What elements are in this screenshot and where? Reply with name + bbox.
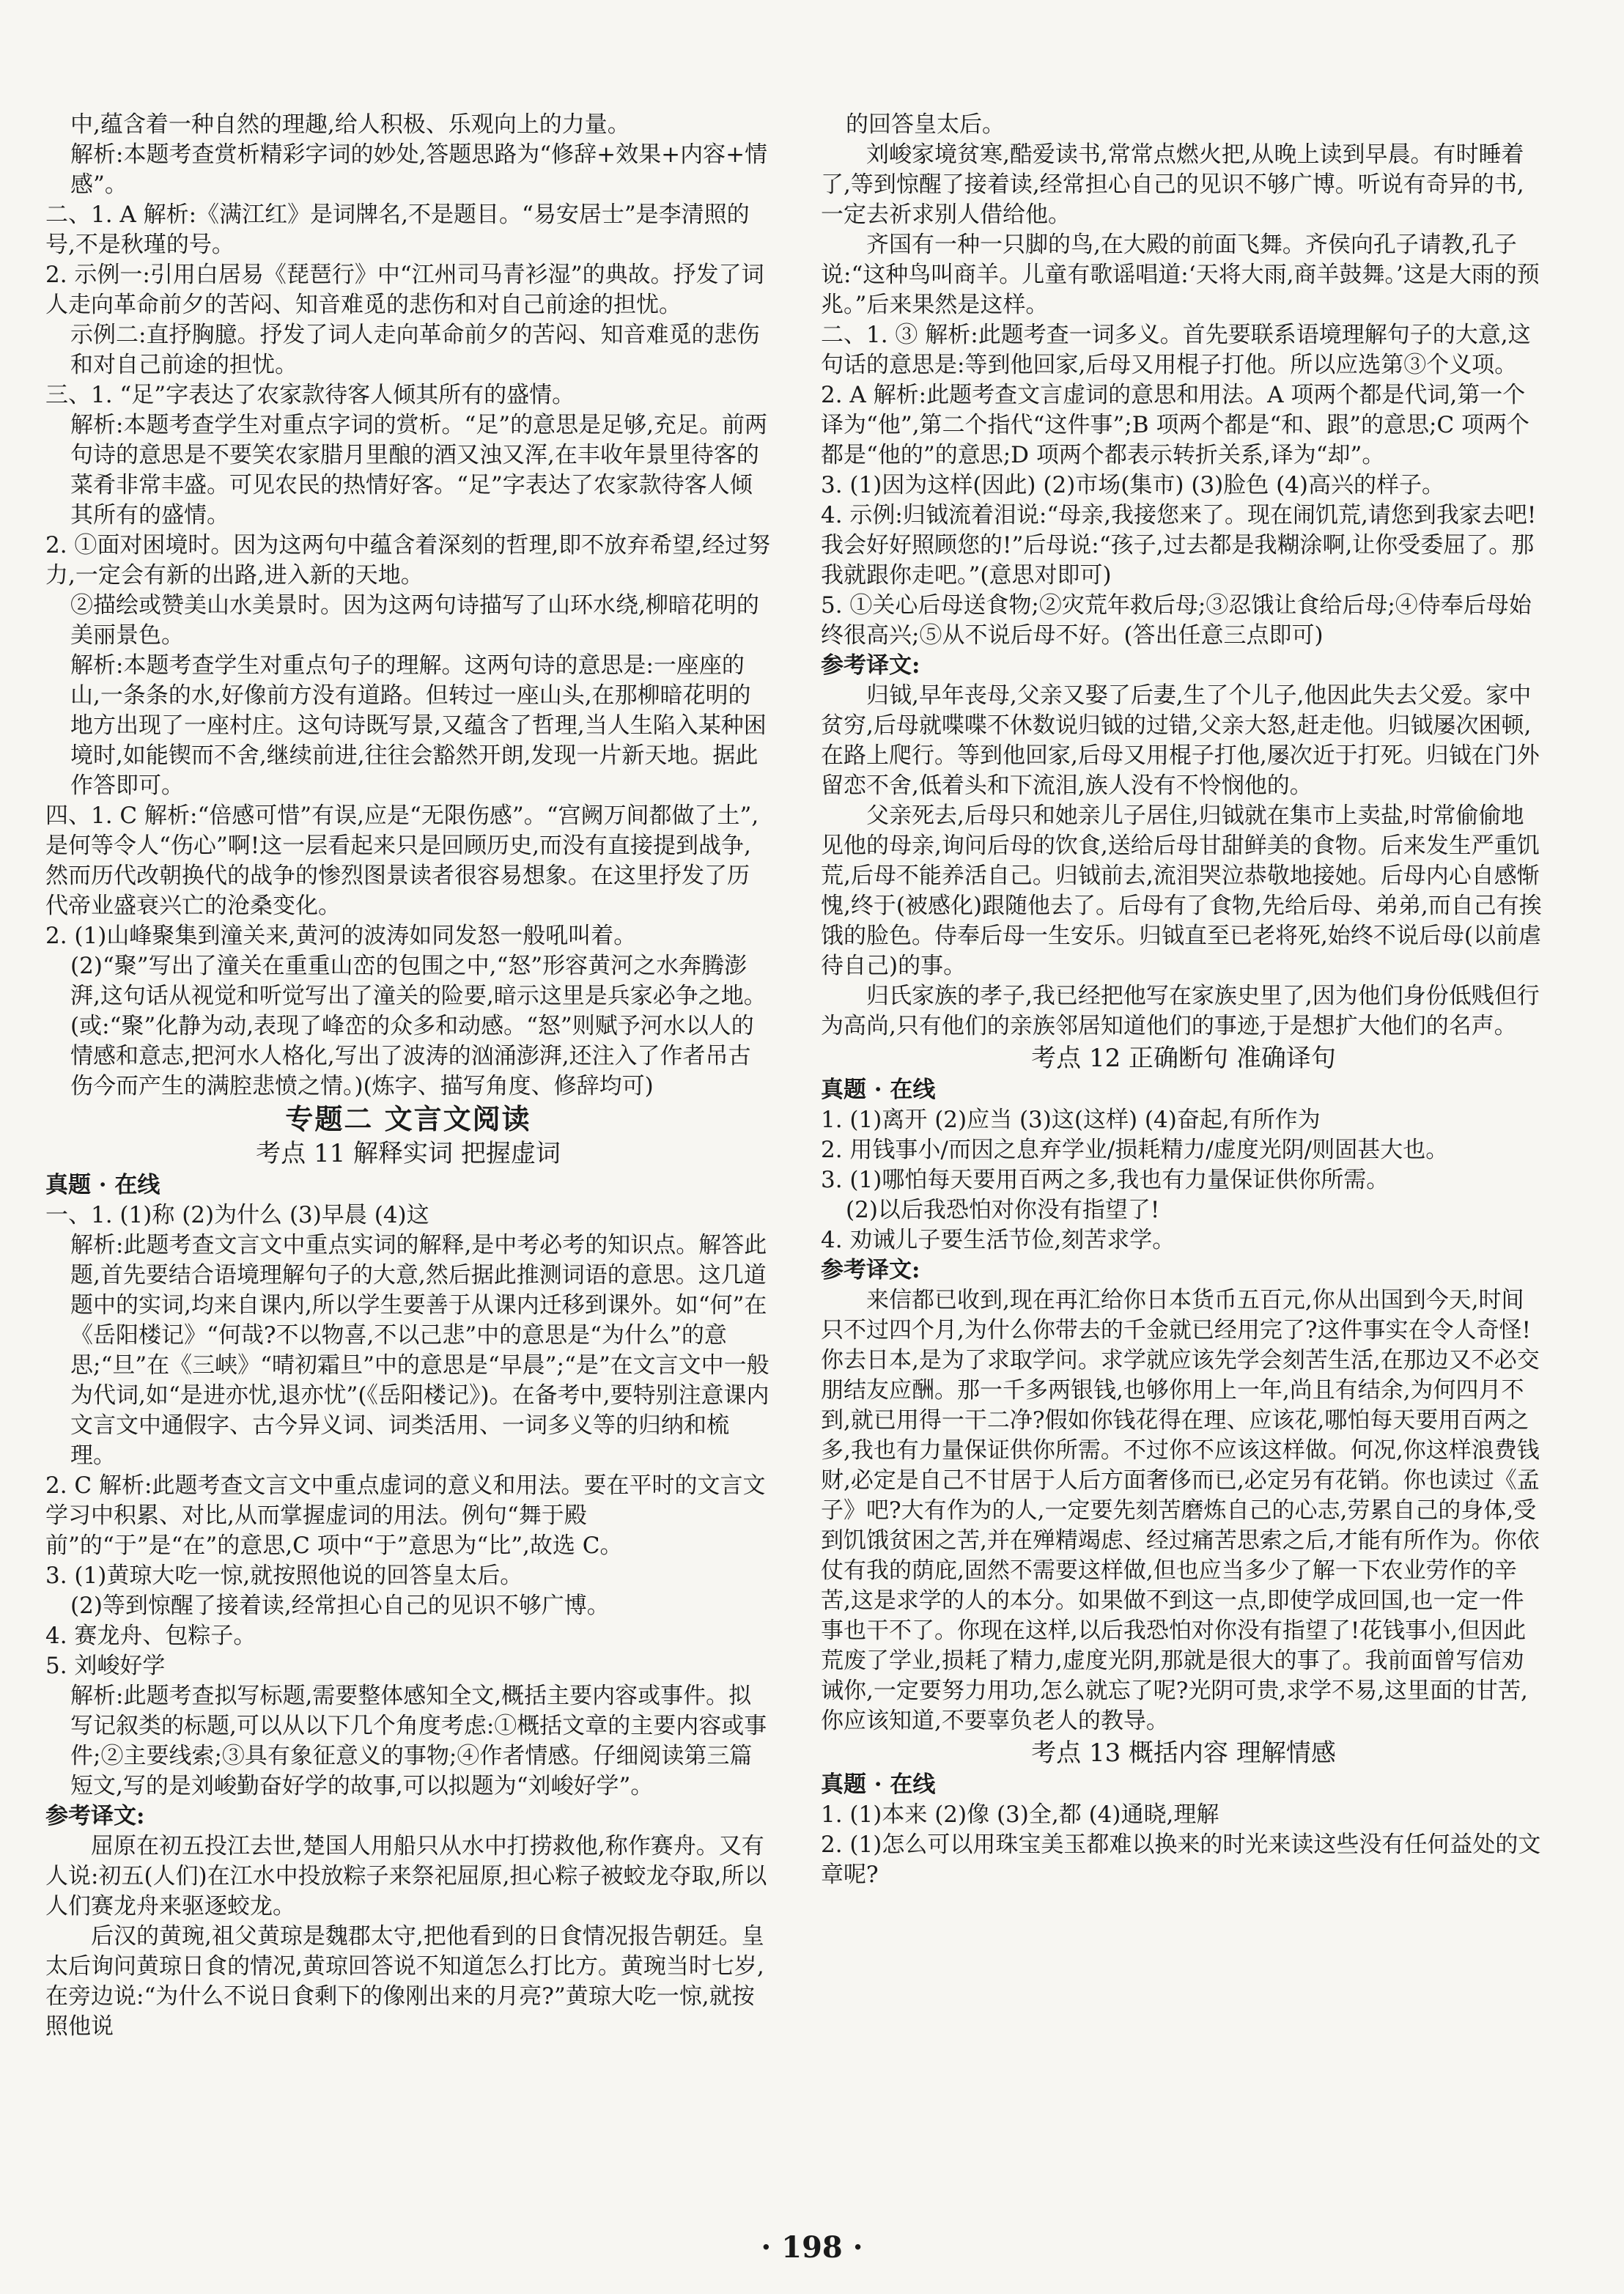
topic-heading: 考点 11 解释实词 把握虚词 — [256, 1139, 561, 1168]
sub-heading: 真题 · 在线 — [821, 1077, 936, 1103]
topic-heading: 考点 12 正确断句 准确译句 — [1031, 1044, 1336, 1073]
answer-explanation: 解析:本题考查赏析精彩字词的妙处,答题思路为“修辞+效果+内容+情感”。 — [70, 141, 768, 198]
answer-explanation: 解析:此题考查拟写标题,需要整体感知全文,概括主要内容或事件。拟写记叙类的标题,可以从以下几个角度考虑:①概括文章的主要内容或事件;②主要线索;③具有象征意义的事物;④作者情感。仔细阅读第三篇短文,写的是刘峻勤奋好学的故事,可以拟题为“刘峻好学”。 — [70, 1683, 767, 1799]
answer-line: 3. (1)因为这样(因此) (2)市场(集市) (3)脸色 (4)高兴的样子。 — [821, 472, 1445, 498]
answer-explanation: 中,蕴含着一种自然的理趣,给人积极、乐观向上的力量。 — [70, 111, 630, 138]
answer-line: 2. (1)怎么可以用珠宝美玉都难以换来的时光来读这些没有任何益处的文章呢? — [821, 1832, 1541, 1888]
sub-heading: 真题 · 在线 — [45, 1172, 160, 1198]
question-group-answer: 二、1. ③ 解析:此题考查一词多义。首先要联系语境理解句子的大意,这句话的意思是:等到他回家,后母又用棍子打他。所以应选第③个义项。 — [821, 322, 1531, 378]
answer-line: 2. A 解析:此题考查文言虚词的意思和用法。A 项两个都是代词,第一个译为“他”,第二个指代“这件事”;B 项两个都是“和、跟”的意思;C 项两个都是“他的”的意思;D 项两个都表示转折关系,译为“却”。 — [821, 382, 1530, 468]
translation-paragraph: 父亲死去,后母只和她亲儿子居住,归钺就在集市上卖盐,时常偷偷地见他的母亲,询问后母的饮食,送给后母甘甜鲜美的食物。后来发生严重饥荒,后母不能养活自己。归钺前去,流泪哭泣恭敬地接她。后母内心自感惭愧,终于(被感化)跟随他去了。后母有了食物,先给后母、弟弟,而自己有挨饿的脸色。侍奉后母一生安乐。归钺直至已老将死,始终不说后母(以前虐待自己)的事。 — [821, 803, 1542, 979]
answer-line: 2. ①面对困境时。因为这两句中蕴含着深刻的哲理,即不放弃希望,经过努力,一定会有新的出路,进入新的天地。 — [45, 532, 771, 589]
answer-explanation: 解析:本题考查学生对重点字词的赏析。“足”的意思是足够,充足。前两句诗的意思是不要笑农家腊月里酿的酒又浊又浑,在丰收年景里待客的菜肴非常丰盛。可见农民的热情好客。“足”字表达了农家款待客人倾其所有的盛情。 — [70, 412, 767, 528]
question-group-answer: 四、1. C 解析:“倍感可惜”有误,应是“无限伤感”。“宫阙万间都做了土”,是何等令人“伤心”啊!这一层看起来只是回顾历史,而没有直接提到战争,然而历代改朝换代的战争的惨烈图景读者很容易想象。在这里抒发了历代帝业盛衰兴亡的沧桑变化。 — [45, 803, 759, 919]
answer-explanation: 解析:本题考查学生对重点句子的理解。这两句诗的意思是:一座座的山,一条条的水,好像前方没有道路。但转过一座山头,在那柳暗花明的地方出现了一座村庄。这句诗既写景,又蕴含了哲理,当人生陷入某种困境时,如能锲而不舍,继续前进,往往会豁然开朗,发现一片新天地。据此作答即可。 — [70, 652, 767, 799]
answer-explanation: (2)“聚”写出了潼关在重重山峦的包围之中,“怒”形容黄河之水奔腾澎湃,这句话从视觉和听觉写出了潼关的险要,暗示这里是兵家必争之地。(或:“聚”化静为动,表现了峰峦的众多和动感。“怒”则赋予河水以人的情感和意志,把河水人格化,写出了波涛的汹涌澎湃,还注入了作者吊古伤今而产生的满腔悲愤之情。)(炼字、描写角度、修辞均可) — [70, 953, 767, 1099]
answer-line: 2. (1)山峰聚集到潼关来,黄河的波涛如同发怒一般吼叫着。 — [45, 923, 637, 949]
right-column — [821, 110, 1546, 1890]
answer-line: 1. (1)本来 (2)像 (3)全,都 (4)通晓,理解 — [821, 1801, 1219, 1828]
answer-line: 1. (1)离开 (2)应当 (3)这(这样) (4)奋起,有所作为 — [821, 1107, 1321, 1133]
answer-line: 4. 赛龙舟、包粽子。 — [45, 1623, 256, 1649]
question-group-answer: 二、1. A 解析:《满江红》是词牌名,不是题目。“易安居士”是李清照的号,不是秋瑾的号。 — [45, 202, 750, 258]
answer-explanation: ②描绘或赞美山水美景时。因为这两句诗描写了山环水绕,柳暗花明的美丽景色。 — [70, 592, 759, 649]
page-number: · 198 · — [761, 2230, 863, 2265]
answer-line: 2. 用钱事小/而因之息弃学业/损耗精力/虚度光阴/则固甚大也。 — [821, 1137, 1449, 1163]
sub-heading: 参考译文: — [821, 652, 920, 679]
answer-explanation: 示例二:直抒胸臆。抒发了词人走向革命前夕的苦闷、知音难觅的悲伤和对自己前途的担忧。 — [70, 322, 760, 378]
topic-heading: 考点 13 概括内容 理解情感 — [1031, 1738, 1336, 1768]
answer-line: 5. 刘峻好学 — [45, 1653, 166, 1679]
translation-paragraph: 归氏家族的孝子,我已经把他写在家族史里了,因为他们身份低贱但行为高尚,只有他们的亲族邻居知道他们的事迹,于是想扩大他们的名声。 — [821, 983, 1540, 1039]
answer-explanation: (2)等到惊醒了接着读,经常担心自己的见识不够广博。 — [70, 1593, 610, 1619]
answer-line: 5. ①关心后母送食物;②灾荒年救后母;③忍饿让食给后母;④侍奉后母始终很高兴;⑤从不说后母不好。(答出任意三点即可) — [821, 592, 1532, 649]
section-title: 专题二 文言文阅读 — [285, 1102, 531, 1135]
question-group-answer: 三、1. “足”字表达了农家款待客人倾其所有的盛情。 — [45, 382, 575, 408]
answer-explanation: 的回答皇太后。 — [846, 111, 1005, 138]
translation-paragraph: 来信都已收到,现在再汇给你日本货币五百元,你从出国到今天,时间只不过四个月,为什么你带去的千金就已经用完了?这件事实在令人奇怪!你去日本,是为了求取学问。求学就应该先学会刻苦生活,在那边又不必交朋结友应酬。那一千多两银钱,也够你用上一年,尚且有结余,为何四月不到,就已用得一干二净?假如你钱花得在理、应该花,哪怕每天要用百两之多,我也有力量保证供你所需。不过你不应该这样做。何况,你这样浪费钱财,必定是自己不甘居于人后方面奢侈而已,必定另有花销。你也读过《孟子》吧?大有作为的人,一定要先刻苦磨炼自己的心志,劳累自己的身体,受到饥饿贫困之苦,并在殚精竭虑、经过痛苦思索之后,才能有所作为。你依仗有我的荫庇,固然不需要这样做,但也应当多少了解一下农业劳作的辛苦,这是求学的人的本分。如果做不到这一点,即使学成回国,也一定一件事也干不了。你现在这样,以后我恐怕对你没有指望了!花钱事小,但因此荒废了学业,损耗了精力,虚度光阴,那就是很大的事了。我前面曾写信劝诫你,一定要努力用功,怎么就忘了呢?光阴可贵,求学不易,这里面的甘苦,你应该知道,不要辜负老人的教导。 — [821, 1287, 1540, 1734]
sub-heading: 参考译文: — [821, 1257, 920, 1283]
answer-explanation: (2)以后我恐怕对你没有指望了! — [846, 1197, 1160, 1223]
translation-paragraph: 后汉的黄琬,祖父黄琼是魏郡太守,把他看到的日食情况报告朝廷。皇太后询问黄琼日食的情况,黄琼回答说不知道怎么打比方。黄琬当时七岁,在旁边说:“为什么不说日食剩下的像刚出来的月亮?”黄琼大吃一惊,就按照他说 — [45, 1923, 764, 2040]
answer-line: 3. (1)哪怕每天要用百两之多,我也有力量保证供你所需。 — [821, 1167, 1389, 1193]
translation-paragraph: 屈原在初五投江去世,楚国人用船只从水中打捞救他,称作赛舟。又有人说:初五(人们)在江水中投放粽子来祭祀屈原,担心粽子被蛟龙夺取,所以人们赛龙舟来驱逐蛟龙。 — [45, 1833, 767, 1919]
answer-line: 2. 示例一:引用白居易《琵琶行》中“江州司马青衫湿”的典故。抒发了词人走向革命前夕的苦闷、知音难觅的悲伤和对自己前途的担忧。 — [45, 262, 764, 318]
answer-line: 3. (1)黄琼大吃一惊,就按照他说的回答皇太后。 — [45, 1563, 523, 1589]
question-group-answer: 一、1. (1)称 (2)为什么 (3)早晨 (4)这 — [45, 1202, 429, 1228]
sub-heading: 真题 · 在线 — [821, 1771, 936, 1798]
answer-line: 4. 劝诫儿子要生活节俭,刻苦求学。 — [821, 1227, 1175, 1253]
translation-paragraph: 刘峻家境贫寒,酷爱读书,常常点燃火把,从晚上读到早晨。有时睡着了,等到惊醒了接着读,经常担心自己的见识不够广博。听说有奇异的书,一定去祈求别人借给他。 — [821, 141, 1524, 228]
answer-line: 2. C 解析:此题考查文言文中重点虚词的意义和用法。要在平时的文言文学习中积累、对比,从而掌握虚词的用法。例句“舞于殿前”的“于”是“在”的意思,C 项中“于”意思为“比”,故选 C。 — [45, 1472, 766, 1559]
answer-line: 4. 示例:归钺流着泪说:“母亲,我接您来了。现在闹饥荒,请您到我家去吧!我会好好照顾您的!”后母说:“孩子,过去都是我糊涂啊,让你受委屈了。那我就跟你走吧。”(意思对即可) — [821, 502, 1537, 589]
translation-paragraph: 齐国有一种一只脚的鸟,在大殿的前面飞舞。齐侯向孔子请教,孔子说:“这种鸟叫商羊。儿童有歌谣唱道:‘天将大雨,商羊鼓舞。’这是大雨的预兆。”后来果然是这样。 — [821, 232, 1540, 318]
left-column — [45, 110, 771, 2042]
answer-explanation: 解析:此题考查文言文中重点实词的解释,是中考必考的知识点。解答此题,首先要结合语境理解句子的大意,然后据此推测词语的意思。这几道题中的实词,均来自课内,所以学生要善于从课内迁移到课外。如“何”在《岳阳楼记》“何哉?不以物喜,不以己悲”中的意思是“为什么”的意思;“旦”在《三峡》“晴初霜旦”中的意思是“早晨”;“是”在文言文中一般为代词,如“是进亦忧,退亦忧”(《岳阳楼记》)。在备考中,要特别注意课内文言文中通假字、古今异义词、词类活用、一词多义等的归纳和梳理。 — [70, 1232, 769, 1469]
translation-paragraph: 归钺,早年丧母,父亲又娶了后妻,生了个儿子,他因此失去父爱。家中贫穷,后母就喋喋不休数说归钺的过错,父亲大怒,赶走他。归钺屡次困顿,在路上爬行。等到他回家,后母又用棍子打他,屡次近于打死。归钺在门外留恋不舍,低着头和下流泪,族人没有不怜悯他的。 — [821, 682, 1540, 799]
sub-heading: 参考译文: — [45, 1803, 145, 1829]
